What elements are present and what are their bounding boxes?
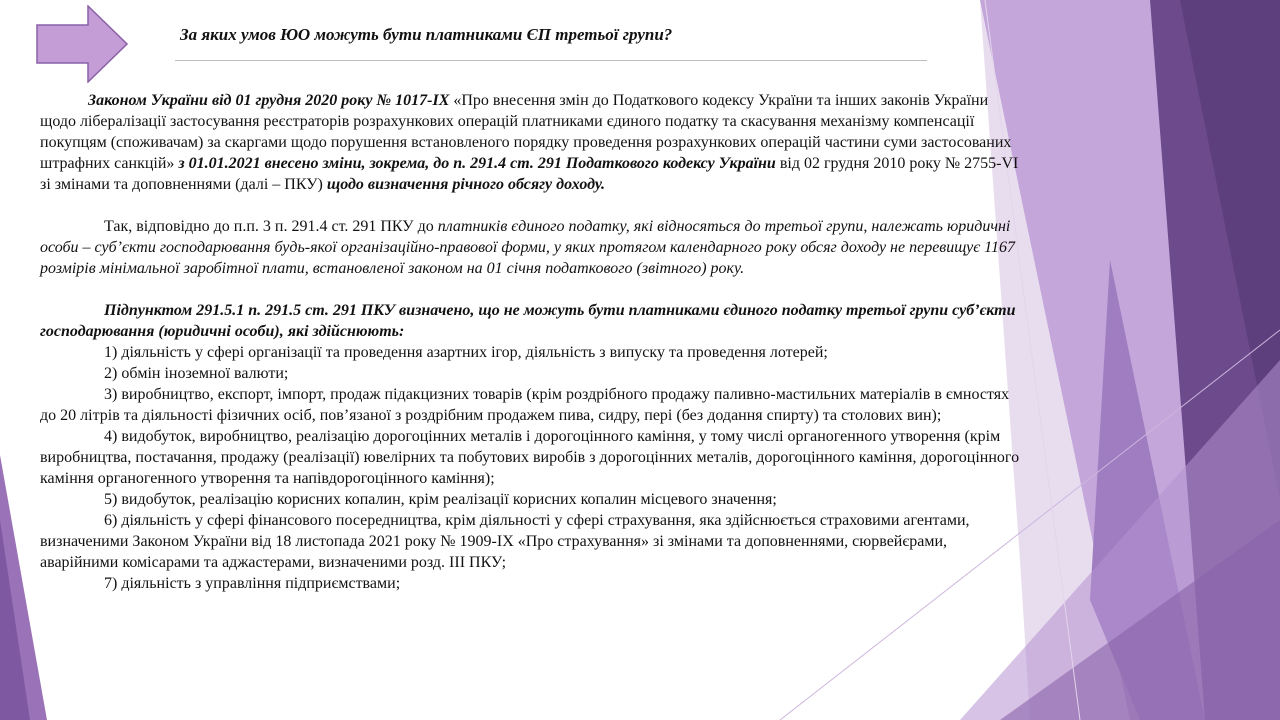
list-item: 2) обмін іноземної валюти;	[104, 365, 289, 382]
list-item: 1) діяльність у сфері організації та проведення азартних ігор, діяльність з випуску та проведення лотерей;	[104, 344, 828, 361]
third-group-definition: платників єдиного податку, які відносяться до третьої групи, належать юридичні особи – суб’єкти господарювання будь-якої організаційно-правової форми, у яких протягом календарного року обсяг доходу не перевищує 1167 розмірів мінімальної заробітної плати, встановленої законом на 01 січня податкового (звітного) року.	[40, 218, 1015, 277]
title-divider	[175, 60, 927, 61]
spacer	[40, 279, 1025, 300]
restrictions-heading: Підпунктом 291.5.1 п. 291.5 ст. 291 ПКУ визначено, що не можуть бути платниками єдиного податку третьої групи суб’єкти господарювання (юридичні особи), які здійснюють:	[40, 302, 1016, 340]
law-name: «Про внесення змін до Податкового кодексу України та інших законів України щодо лібералізації застосування реєстраторів розрахункових операцій платниками єдиного податку та скасування механізму компенсації покупцям (споживачам) за скаргами щодо порушення встановленого порядку проведення розрахункових операцій частини суми застосованих штрафних санкцій»	[40, 92, 1012, 172]
income-note: щодо визначення річного обсягу доходу.	[326, 176, 605, 193]
slide-body	[40, 90, 1025, 594]
paragraph-law	[40, 90, 1025, 195]
law-reference: Законом України від 01 грудня 2020 року № 1017-ІХ	[88, 92, 450, 109]
reference-text: Так, відповідно до п.п. 3 п. 291.4 ст. 291 ПКУ до	[104, 218, 438, 235]
changes-note: з 01.01.2021 внесено зміни, зокрема, до п. 291.4 ст. 291 Податкового кодексу України	[174, 155, 776, 172]
list-item: 7) діяльність з управління підприємствами;	[104, 575, 401, 592]
spacer	[40, 195, 1025, 216]
list-item: 3) виробництво, експорт, імпорт, продаж підакцизних товарів (крім роздрібного продажу паливно-мастильних матеріалів в ємностях до 20 літрів та діяльності фізичних осіб, пов’язаної з роздрібним продажем пива, сидру, пері (без додання спирту) та столових вин);	[40, 386, 1010, 424]
list-item: 4) видобуток, виробництво, реалізацію дорогоцінних металів і дорогоцінного каміння, у тому числі органогенного утворення (крім виробництва, постачання, продажу (реалізації) ювелірних та побутових виробів з дорогоцінних металів, дорогоцінного каміння, дорогоцінного каміння органогенного утворення та напівдорогоцінного каміння);	[40, 428, 1020, 487]
paragraph-restrictions	[40, 300, 1025, 342]
list-item: 6) діяльність у сфері фінансового посередництва, крім діяльності у сфері страхування, яка здійснюється страховими агентами, визначеними Законом України від 18 листопада 2021 року № 1909-IX «Про страхування» зі змінами та доповненнями, сюрвейєрами, аварійними комісарами та аджастерами, визначеними розд. ІІІ ПКУ;	[40, 512, 970, 571]
arrow-icon	[36, 5, 130, 83]
slide-title: За яких умов ЮО можуть бути платниками ЄП третьої групи?	[180, 25, 673, 44]
list-item: 5) видобуток, реалізацію корисних копалин, крім реалізації корисних копалин місцевого значення;	[104, 491, 777, 508]
code-reference: від 02 грудня 2010 року № 2755-VI зі змінами та доповненнями (далі – ПКУ)	[40, 155, 1019, 193]
paragraph-third-group	[40, 216, 1025, 279]
